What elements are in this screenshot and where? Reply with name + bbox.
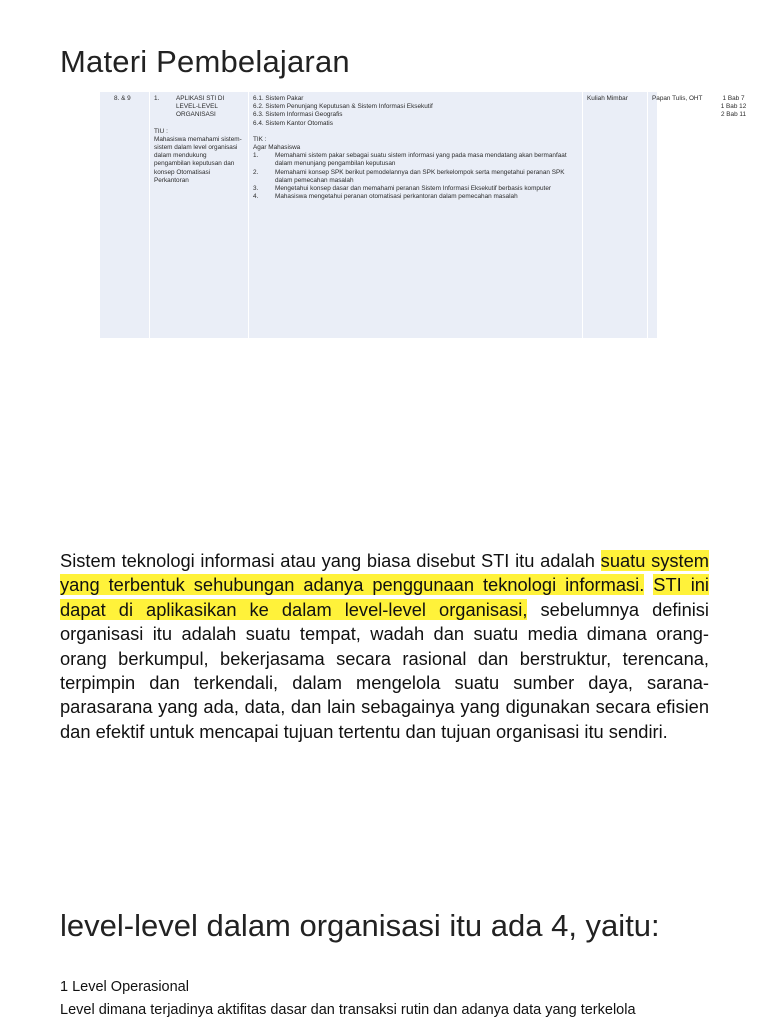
subtopic-item: 6.1. Sistem Pakar: [253, 95, 304, 102]
tik-item: 3. Mengetahui konsep dasar dan memahami peranan Sistem Informasi Eksekutif berbasis komputer: [253, 185, 552, 193]
reference-cell: [710, 92, 757, 338]
reference-item: 2 Bab 11: [720, 111, 747, 119]
tiu-text: Mahasiswa memahami sistem-sistem dalam level organisasi dalam mendukung pengambilan keputusan dan konsep Otomatisasi Perkantoran: [154, 135, 242, 184]
media-text: Papan Tulis, OHT: [652, 95, 703, 102]
topic-number: 1.: [154, 95, 160, 102]
highlighted-text: suatu system yang terbentuk sehubungan adanya penggunaan teknologi informasi.: [60, 550, 709, 596]
topic-cell: [150, 92, 249, 338]
reference-item: 1 Bab 12: [720, 103, 747, 111]
page-title: Materi Pembelajaran: [60, 44, 350, 79]
level-1-description: Level dimana terjadinya aktifitas dasar dan transaksi rutin dan adanya data yang terkelola: [60, 1002, 636, 1018]
subtopic-item: 6.3. Sistem Informasi Geografis: [253, 111, 343, 119]
sti-definition-paragraph: Sistem teknologi informasi atau yang biasa disebut STI itu adalah suatu system yang terbentuk sehubungan adanya penggunaan teknologi informasi. STI ini dapat di aplikasikan ke dalam level-level organisasi, sebelumnya definisi organisasi itu adalah suatu tempat, wadah dan suatu media dimana orang-orang berkumpul, bekerjasama secara rasional dan berstruktur, terencana, terpimpin dan terkendali, dalam mengelola suatu sumber daya, sarana-parasarana yang ada, data, dan lain sebagainya yang digunakan secara efisien dan efektif untuk mencapai tujuan tertentu dan tujuan organisasi itu sendiri.: [60, 550, 709, 742]
method-text: Kuliah Mimbar: [587, 95, 628, 102]
tik-item: 4. Mahasiswa mengetahui peranan otomatisasi perkantoran dalam pemecahan masalah: [253, 193, 518, 201]
content-cell: [249, 92, 583, 338]
highlighted-text: STI ini dapat di aplikasikan ke dalam level-level organisasi,: [60, 574, 709, 620]
levels-heading: level-level dalam organisasi itu ada 4, yaitu:: [60, 908, 660, 943]
method-cell: [583, 92, 648, 338]
syllabus-table: [100, 92, 747, 338]
subtopic-item: 6.2. Sistem Penunjang Keputusan & Sistem Informasi Eksekutif: [253, 103, 433, 111]
week-cell: [100, 92, 150, 338]
tik-label: TIK :: [253, 135, 267, 143]
topic-title: APLIKASI STI DI LEVEL-LEVEL ORGANISASI: [176, 95, 225, 119]
tiu-label: TIU :: [154, 127, 168, 135]
media-cell: [648, 92, 710, 338]
tik-item: 1. Memahami sistem pakar sebagai suatu sistem informasi yang pada masa mendatang akan bermanfaat dalam menunjang pengambilan keputusan: [253, 152, 567, 168]
tik-intro: Agar Mahasiswa: [253, 144, 301, 152]
tik-item: 2. Memahami konsep SPK berikut pemodelannya dan SPK berkelompok serta mengetahui peranan SPK dalam pemecahan masalah: [253, 168, 565, 184]
reference-item: 1 Bab 7: [722, 95, 745, 102]
subtopic-item: 6.4. Sistem Kantor Otomatis: [253, 119, 333, 127]
level-1-title: 1 Level Operasional: [60, 979, 189, 995]
week-number: 8. & 9: [114, 95, 131, 102]
